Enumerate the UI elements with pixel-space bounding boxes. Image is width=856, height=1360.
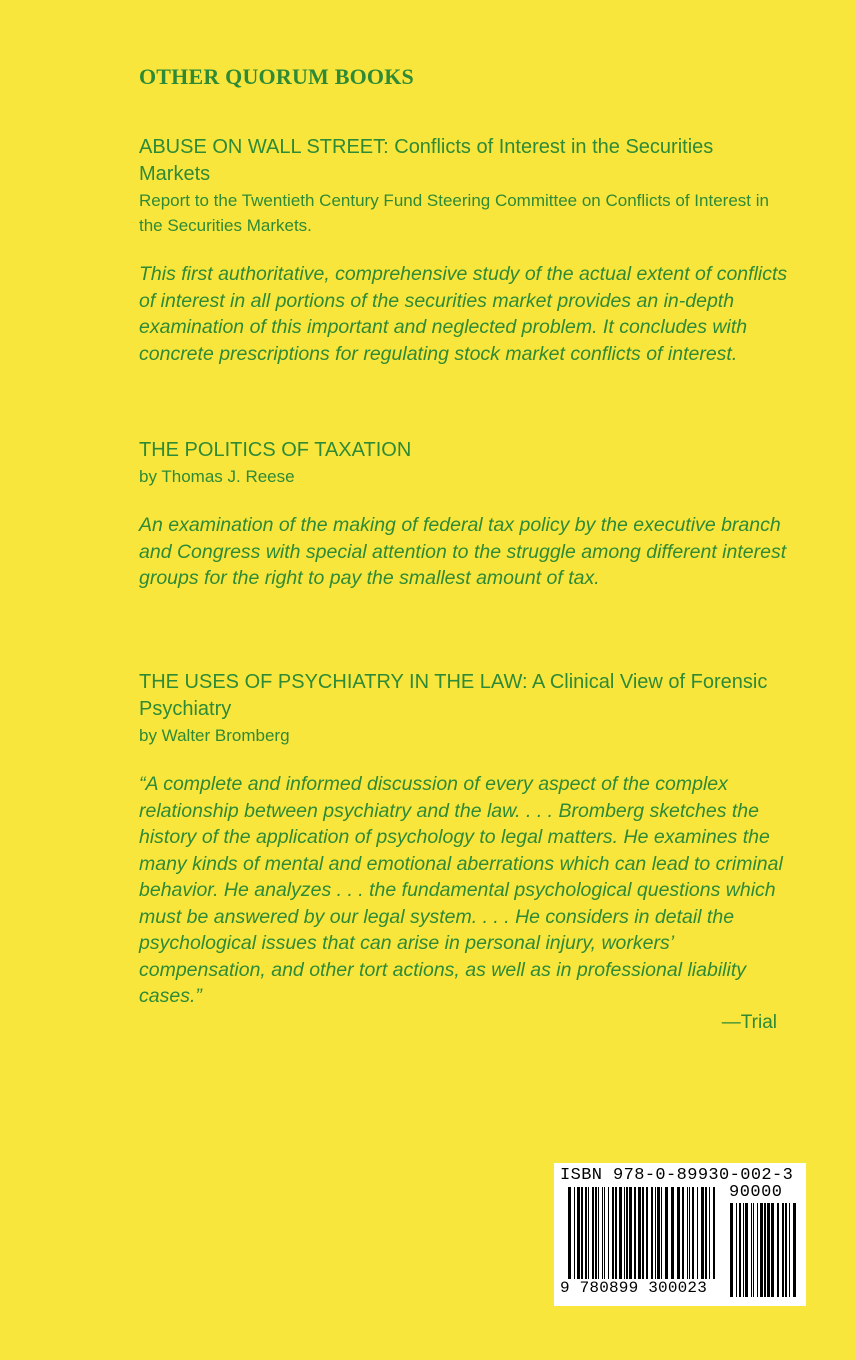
book-description: An examination of the making of federal tax policy by the executive branch and Congress with special attention to the struggle among different interest groups for the right to pay the smallest amount of tax.: [139, 514, 787, 589]
book-review-quote: “A complete and informed discussion of every aspect of the complex relationship between psychiatry and the law. . . . Bromberg sketches the history of the application of psychology to legal matters. He examines the many kinds of mental and emotional aberrations which can lead to criminal behavior. He analyzes . . . the fundamental psychological questions which must be answered by our legal system. . . . He considers in detail the psychological issues that can arise in personal injury, workers’ compensation, and other tort actions, as well as in professional liability cases.”: [139, 773, 783, 1007]
ean-barcode-icon: [568, 1187, 716, 1279]
book-author: by Walter Bromberg: [139, 726, 290, 745]
book-title: THE POLITICS OF TAXATION: [139, 439, 412, 461]
book-author: by Thomas J. Reese: [139, 467, 295, 486]
book-title: ABUSE ON WALL STREET: Conflicts of Interest in the Securities Markets: [139, 136, 714, 185]
book-title: THE USES OF PSYCHIATRY IN THE LAW: A Clinical View of Forensic Psychiatry: [139, 671, 768, 720]
price-addon-number: 90000: [729, 1183, 783, 1202]
ean-number: 9 780899 300023: [560, 1279, 708, 1297]
book-subtitle: Report to the Twentieth Century Fund Steering Committee on Conflicts of Interest in the Securities Markets.: [139, 191, 769, 235]
isbn-label: ISBN 978-0-89930-002-3: [560, 1166, 794, 1185]
quote-attribution: —Trial: [721, 1011, 777, 1033]
book-entry-uses-of-psychiatry: [139, 669, 789, 1034]
book-entry-abuse-on-wall-street: [139, 134, 789, 367]
isbn-barcode: [554, 1163, 806, 1306]
book-entry-politics-of-taxation: [139, 437, 789, 592]
section-heading: OTHER QUORUM BOOKS: [139, 64, 414, 89]
book-description: This first authoritative, comprehensive study of the actual extent of conflicts of interest in all portions of the securities market provides an in-depth examination of this important and neglected problem. It concludes with concrete prescriptions for regulating stock market conflicts of interest.: [139, 263, 788, 365]
addon-barcode-icon: [730, 1203, 798, 1297]
